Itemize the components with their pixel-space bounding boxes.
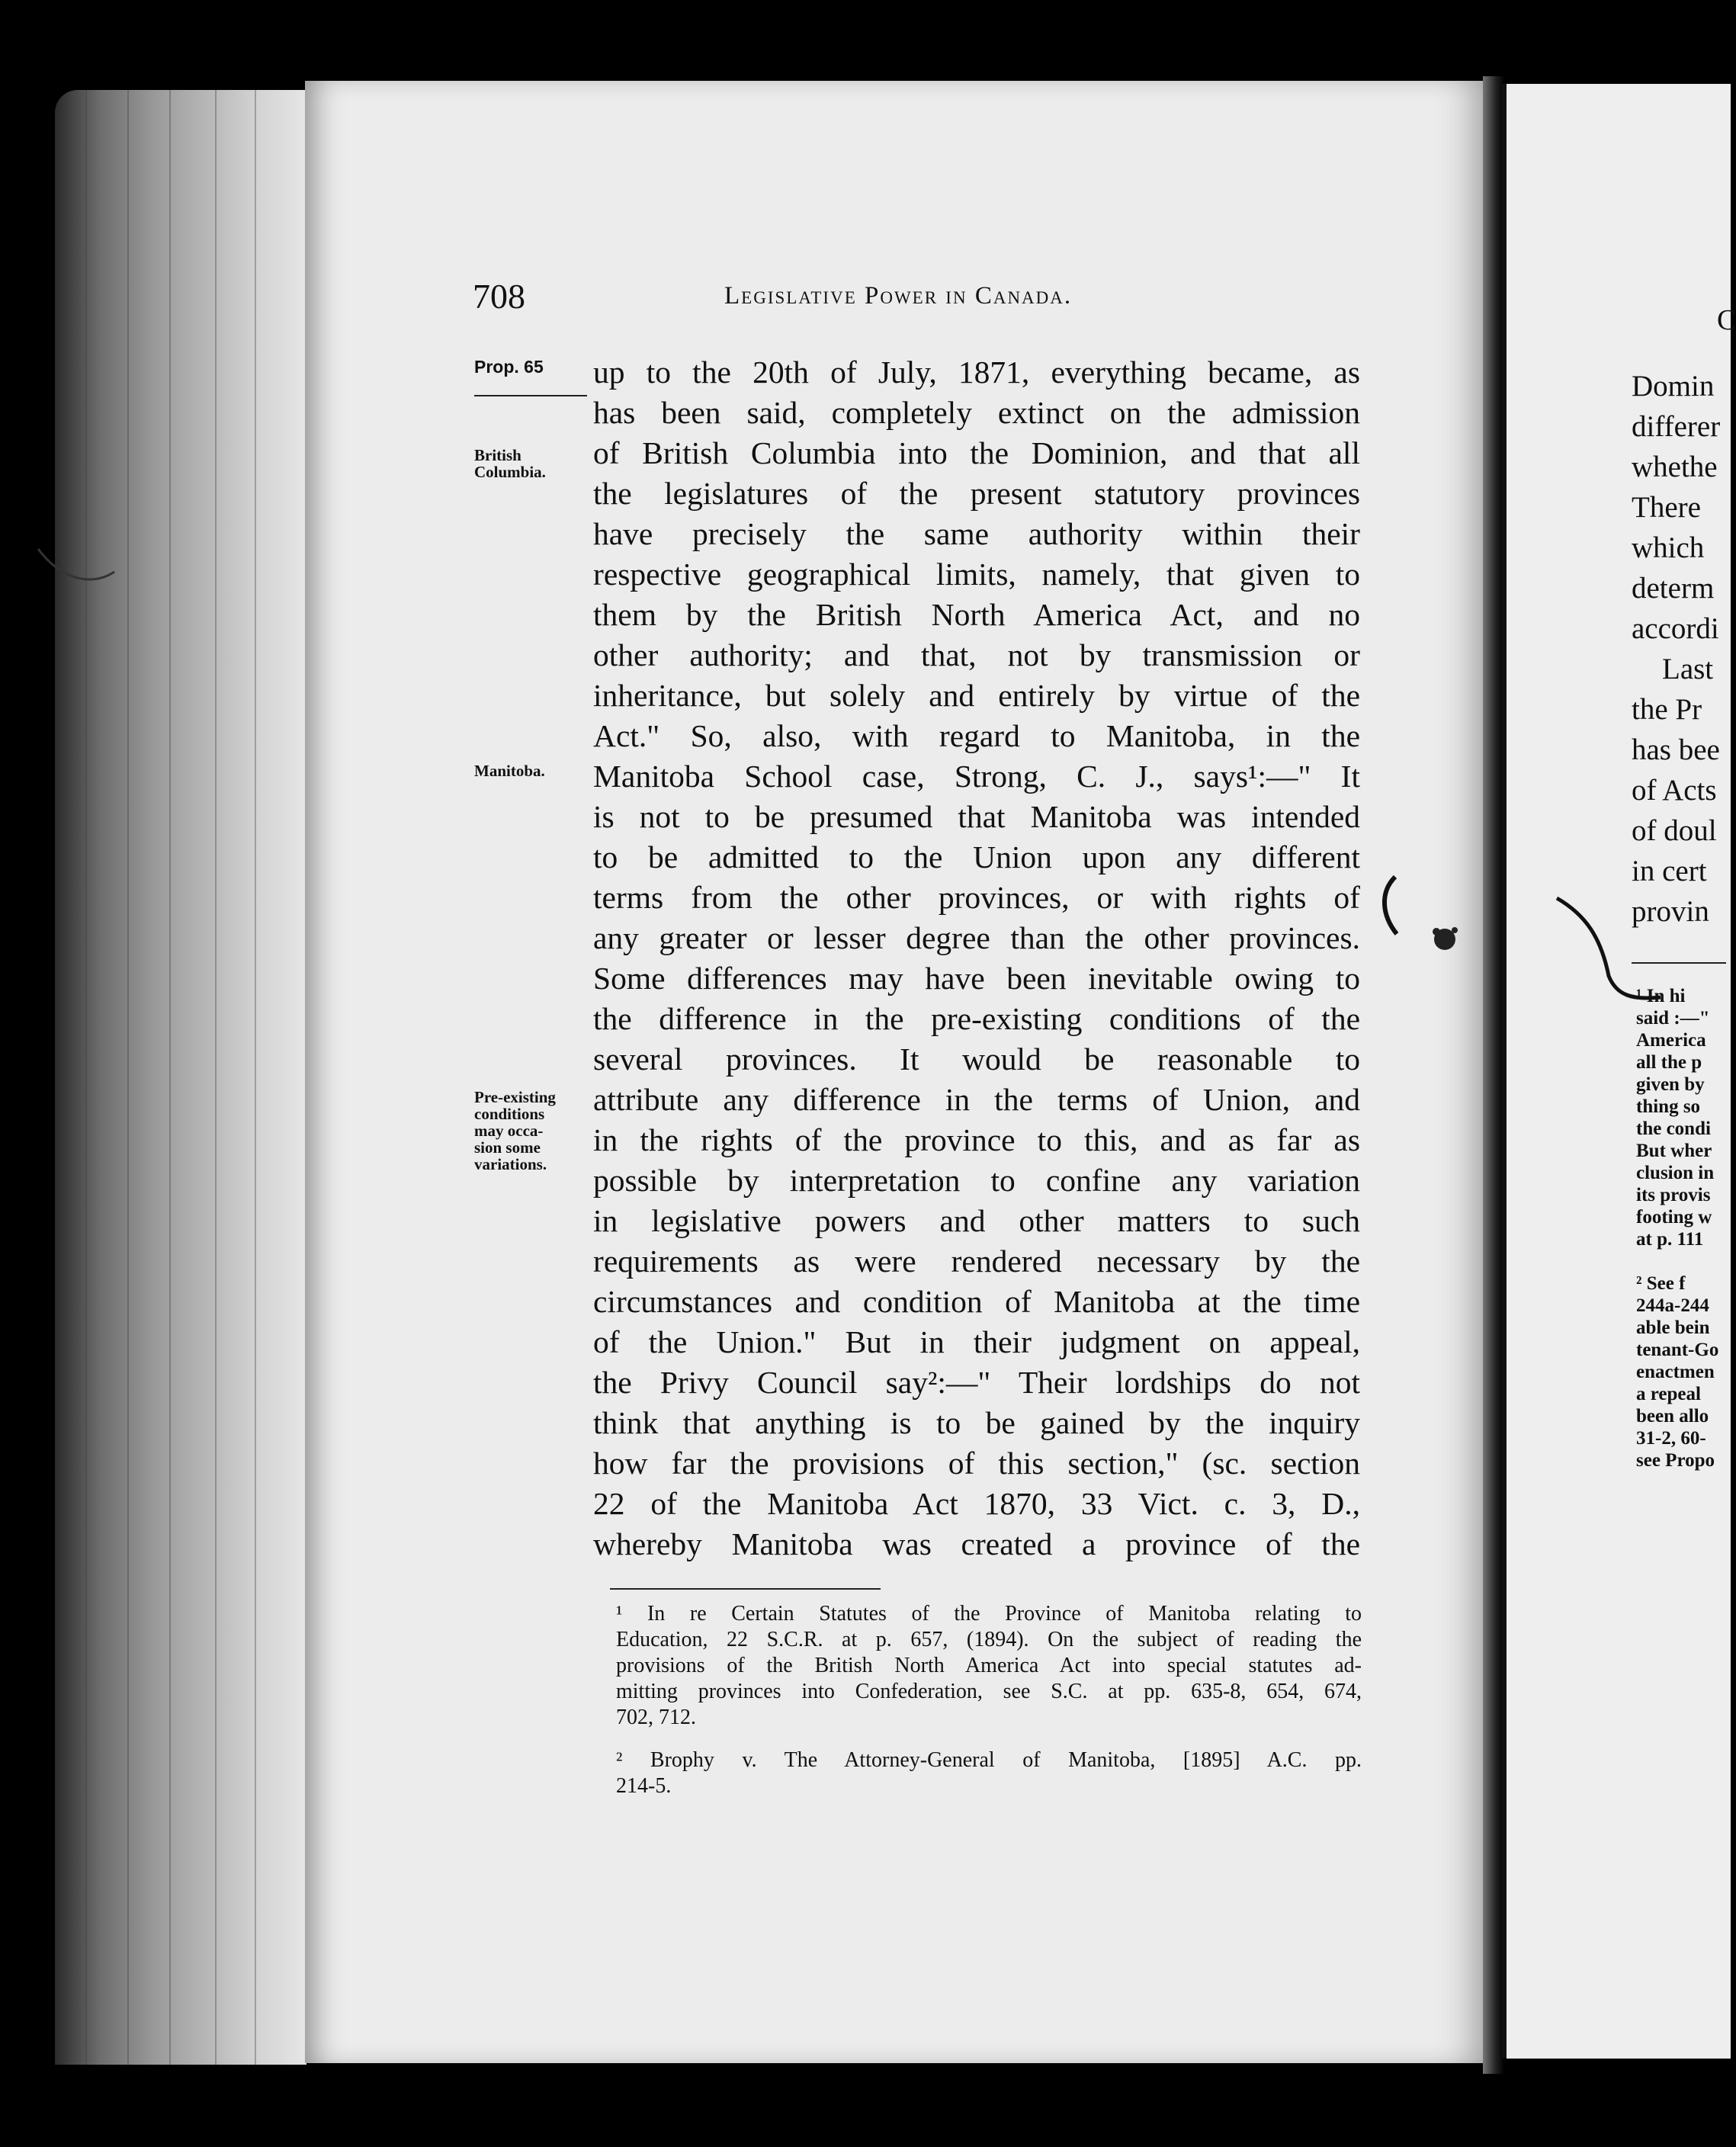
page-edge-stack bbox=[55, 90, 306, 2065]
footnote-line: ² Brophy v. The Attorney-General of Manitoba, [1895] A.C. pp. bbox=[616, 1748, 1362, 1772]
body-line: whereby Manitoba was created a province of the bbox=[593, 1526, 1360, 1561]
footnote-divider bbox=[610, 1588, 881, 1590]
right-note-line: see Propo bbox=[1636, 1450, 1715, 1471]
right-note-line: its provis bbox=[1636, 1185, 1711, 1205]
right-note-line: been allo bbox=[1636, 1406, 1709, 1427]
body-line: several provinces. It would be reasonable to bbox=[593, 1041, 1360, 1077]
right-note-line: footing w bbox=[1636, 1207, 1712, 1228]
body-line: the legislatures of the present statutory provinces bbox=[593, 476, 1360, 511]
right-note-line: America bbox=[1636, 1030, 1706, 1051]
prop-underline bbox=[474, 395, 587, 396]
right-page-note-fragments bbox=[1636, 985, 1718, 1471]
right-body-line: the Pr bbox=[1632, 693, 1702, 726]
footnotes bbox=[616, 1601, 1362, 1799]
body-line: of British Columbia into the Dominion, and that all bbox=[593, 435, 1360, 470]
footnote-line: provisions of the British North America Act into special statutes ad- bbox=[616, 1654, 1362, 1677]
right-note-line: the condi bbox=[1636, 1118, 1711, 1139]
running-title: Legislative Power in Canada. bbox=[724, 282, 1073, 310]
body-line: has been said, completely extinct on the admission bbox=[593, 395, 1360, 430]
right-body-line: differer bbox=[1632, 410, 1721, 443]
right-body-line: whethe bbox=[1632, 451, 1718, 483]
body-line: requirements as were rendered necessary by the bbox=[593, 1244, 1360, 1279]
margin-mark-icon bbox=[0, 518, 122, 610]
right-page-header-fragment: C bbox=[1717, 304, 1736, 336]
body-line: them by the British North America Act, and no bbox=[593, 597, 1360, 632]
right-note-line: But wher bbox=[1636, 1141, 1712, 1161]
body-line: any greater or lesser degree than the other provinces. bbox=[593, 920, 1360, 955]
right-note-line: able bein bbox=[1636, 1317, 1710, 1338]
right-note-line: ² See f bbox=[1636, 1273, 1686, 1294]
right-body-line: in cert bbox=[1632, 855, 1707, 887]
body-line: 22 of the Manitoba Act 1870, 33 Vict. c. 3, D., bbox=[593, 1486, 1360, 1521]
right-note-line: enactmen bbox=[1636, 1362, 1715, 1382]
right-note-line: 31-2, 60- bbox=[1636, 1428, 1706, 1449]
body-line: how far the provisions of this section," (sc. section bbox=[593, 1446, 1360, 1481]
body-line: of the Union." But in their judgment on appeal, bbox=[593, 1324, 1360, 1359]
right-note-line: a repeal bbox=[1636, 1384, 1701, 1404]
right-note-line: all the p bbox=[1636, 1052, 1702, 1073]
body-line: respective geographical limits, namely, that given to bbox=[593, 557, 1360, 592]
right-body-line: determ bbox=[1632, 572, 1715, 605]
right-note-line: tenant-Go bbox=[1636, 1340, 1719, 1360]
pen-mark-icon bbox=[1555, 892, 1662, 1014]
body-line: the Privy Council say²:—" Their lordships do not bbox=[593, 1365, 1360, 1400]
right-body-line: Domin bbox=[1632, 370, 1715, 403]
right-page-body-fragments bbox=[1632, 366, 1720, 932]
right-body-line: of doul bbox=[1632, 814, 1717, 847]
margin-note-pre-existing: Pre-existing conditions may occa- sion some variations. bbox=[474, 1088, 556, 1173]
footnote-line: 214-5. bbox=[616, 1774, 672, 1798]
right-note-line: thing so bbox=[1636, 1096, 1701, 1117]
body-line: in the rights of the province to this, and as far as bbox=[593, 1122, 1360, 1157]
body-line: terms from the other provinces, or with rights of bbox=[593, 880, 1360, 915]
margin-note-manitoba: Manitoba. bbox=[474, 762, 545, 780]
right-body-line: There bbox=[1632, 491, 1701, 524]
right-body-line: which bbox=[1632, 531, 1705, 564]
right-note-line bbox=[1636, 1250, 1718, 1272]
right-note-line: at p. 111 bbox=[1636, 1229, 1704, 1250]
body-line: have precisely the same authority within their bbox=[593, 516, 1360, 551]
body-line: the difference in the pre-existing conditions of the bbox=[593, 1001, 1360, 1036]
right-body-line: Last bbox=[1662, 653, 1714, 685]
body-line: is not to be presumed that Manitoba was intended bbox=[593, 799, 1360, 834]
footnote-line: Education, 22 S.C.R. at p. 657, (1894). On the subject of reading the bbox=[616, 1628, 1362, 1651]
right-note-line: clusion in bbox=[1636, 1163, 1715, 1183]
body-line: up to the 20th of July, 1871, everything became, as bbox=[593, 355, 1360, 390]
main-body-text bbox=[593, 352, 1360, 1565]
right-body-line: of Acts bbox=[1632, 774, 1717, 807]
right-body-line: provin bbox=[1632, 895, 1709, 928]
body-line: other authority; and that, not by transmission or bbox=[593, 637, 1360, 672]
right-note-line: given by bbox=[1636, 1074, 1705, 1095]
right-note-line: said :—" bbox=[1636, 1008, 1710, 1029]
footnote-line: mitting provinces into Confederation, see S.C. at pp. 635-8, 654, 674, bbox=[616, 1680, 1362, 1703]
right-body-line: has bee bbox=[1632, 733, 1720, 766]
body-line: possible by interpretation to confine any variation bbox=[593, 1163, 1360, 1198]
footnote-line: ¹ In re Certain Statutes of the Province of Manitoba relating to bbox=[616, 1602, 1362, 1625]
body-line: Act." So, also, with regard to Manitoba, in the bbox=[593, 718, 1360, 753]
body-line: inheritance, but solely and entirely by virtue of the bbox=[593, 678, 1360, 713]
body-line: think that anything is to be gained by the inquiry bbox=[593, 1405, 1360, 1440]
right-note-line: 244a-244 bbox=[1636, 1295, 1709, 1316]
body-line: in legislative powers and other matters to such bbox=[593, 1203, 1360, 1238]
book-gutter bbox=[1483, 76, 1504, 2074]
right-note-line: ¹ In hi bbox=[1636, 986, 1686, 1006]
body-line: circumstances and condition of Manitoba at the time bbox=[593, 1284, 1360, 1319]
margin-note-british-columbia: British Columbia. bbox=[474, 446, 546, 481]
page-header bbox=[473, 276, 1357, 329]
body-line: attribute any difference in the terms of Union, and bbox=[593, 1082, 1360, 1117]
page-number: 708 bbox=[473, 277, 525, 316]
body-line: Manitoba School case, Strong, C. J., says¹:—" It bbox=[593, 759, 1360, 794]
body-line: Some differences may have been inevitable owing to bbox=[593, 961, 1360, 996]
footnote-line: 702, 712. bbox=[616, 1706, 696, 1729]
ink-blot-icon bbox=[1372, 869, 1471, 961]
body-line: to be admitted to the Union upon any different bbox=[593, 839, 1360, 875]
right-body-line: accordi bbox=[1632, 612, 1719, 645]
margin-note-prop: Prop. 65 bbox=[474, 357, 544, 377]
